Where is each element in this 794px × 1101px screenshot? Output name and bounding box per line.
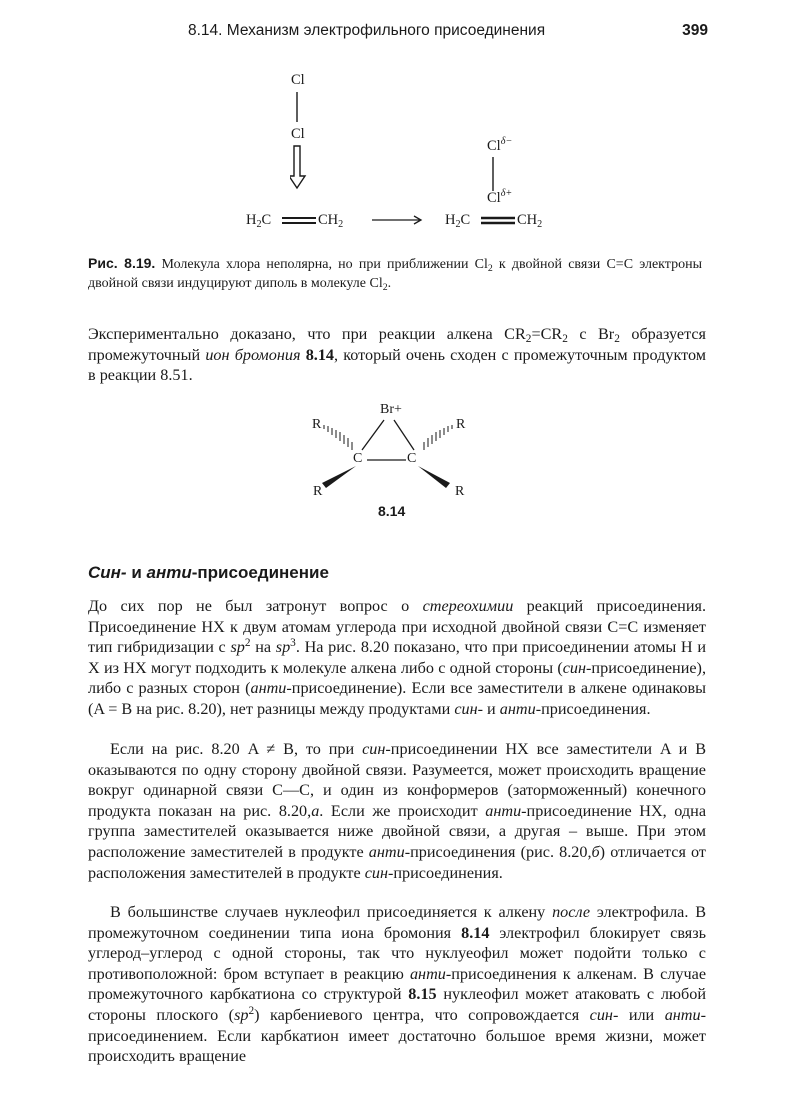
carbon-left: C	[353, 451, 363, 466]
text: . Если же происходит	[319, 801, 486, 820]
paragraph-bromonium	[88, 324, 706, 386]
carbon-right: C	[407, 451, 417, 466]
alkene-right-ch2	[517, 212, 542, 229]
text: ) отличается от расположения заместителей в продукте	[88, 842, 706, 882]
r-group-bottom-right: R	[455, 484, 465, 499]
italic-term: sp	[234, 1005, 249, 1024]
reaction-arrow-icon	[372, 213, 424, 227]
heading-rest: -присоединение	[191, 563, 329, 582]
cl-atom-top: Cl	[291, 72, 305, 88]
italic-term: анти	[499, 699, 536, 718]
subscript: 2	[256, 219, 262, 230]
italic-term: син	[454, 699, 478, 718]
italic-term: син	[589, 1005, 613, 1024]
italic-term: анти	[409, 964, 446, 983]
paragraph-nucleophile	[88, 902, 706, 1067]
bromine-cation: Br+	[380, 402, 402, 417]
text: -присоединение HX, одна группа заместителей оказывается ниже двойной связи, а другая – выше. При этом расположение заместителей в продукте	[88, 801, 707, 861]
cl-symbol: Cl	[487, 190, 501, 206]
ch-group: CH	[318, 212, 339, 228]
cl-atom-bottom: Cl	[291, 126, 305, 142]
italic-term: анти	[368, 842, 405, 861]
double-bond-left	[282, 214, 318, 228]
ch-group: CH	[517, 212, 538, 228]
r-group-bottom-left: R	[313, 484, 323, 499]
italic-term: син	[364, 863, 388, 882]
text: -присоединение). Если все заместители в алкене одинаковы (A = B на рис. 8.20), нет разницы между продуктами	[88, 679, 706, 718]
text: реакций присоединения. Присоединение HX к двум атомам углерода при исходной двойной связи C=C изменяет тип гибридизации с	[88, 597, 706, 657]
subscript: 2	[382, 282, 388, 293]
text: - или	[612, 1005, 665, 1024]
section-heading	[88, 563, 329, 583]
figure-caption	[88, 254, 702, 293]
compound-label: 8.14	[378, 503, 406, 519]
running-header	[188, 22, 708, 44]
text: До сих пор не был затронут вопрос о	[88, 597, 423, 615]
h-atom: H	[445, 212, 456, 228]
italic-term: стереохимии	[422, 597, 514, 615]
c-atom: C	[460, 212, 471, 228]
alkene-left-ch2	[318, 212, 343, 229]
heading-syn: Син-	[88, 563, 127, 582]
section-title: 8.14. Механизм электрофильного присоединения	[188, 22, 546, 39]
text: -присоединение), либо с разных сторон (	[88, 658, 706, 698]
text: -присоединения (рис. 8.20,	[404, 842, 592, 861]
subscript: 2	[537, 219, 543, 230]
bromonium-bonds	[300, 400, 480, 500]
caption-label: Рис. 8.19.	[88, 255, 156, 271]
text: нуклеофил может атаковать с любой стороны плоского (	[88, 985, 706, 1024]
italic-term: анти	[250, 679, 287, 698]
r-group-top-left: R	[312, 417, 322, 432]
text: ) карбениевого центра, что сопровождается	[254, 1005, 590, 1024]
compound-ref: 8.14	[461, 923, 490, 942]
page-number: 399	[682, 22, 708, 39]
h-atom: H	[246, 212, 257, 228]
text: электрофила. В промежуточном соединении типа иона бромония	[88, 903, 706, 942]
text: Если на рис. 8.20 A ≠ B, то при	[110, 740, 363, 758]
compound-ref: 8.14	[305, 345, 335, 364]
alkene-left	[246, 212, 271, 229]
cl-atom-delta-minus	[487, 138, 512, 155]
text: электрофил блокирует связь углерод–углерод с одной стороны, так что нуклуеофил может подойти только с противоположной: бром вступает в реакцию	[88, 923, 706, 983]
italic-term: син	[562, 658, 587, 677]
caption-text: к двойной связи C=C электроны двойной связи индуцируют диполь в молекуле Cl	[88, 257, 702, 291]
partial-charge: δ+	[500, 188, 513, 199]
c-atom: C	[261, 212, 272, 228]
paragraph-syn-addition	[88, 739, 706, 883]
italic-term: после	[552, 903, 591, 921]
text: . На рис. 8.20 показано, что при присоединении атомы H и X из HX могут подходить к молекуле алкена либо с одной стороны (	[88, 638, 706, 677]
term-bromonium-ion: ион бромония	[205, 345, 301, 364]
text: -присоединения к алкенам. В случае промежуточного карбкатиона со структурой	[88, 964, 707, 1004]
italic-term: анти	[664, 1005, 701, 1024]
text: В большинстве случаев нуклеофил присоединяется к алкену	[110, 903, 553, 921]
text: с Br	[567, 325, 615, 343]
caption-text: Молекула хлора неполярна, но при приближении Cl	[155, 257, 488, 272]
text: -присоединении HX все заместители A и B оказываются по одну сторону двойной связи. Разумеется, может происходить вращение вокруг одинарной связи C—C, и один из конформеров (заторможенный) конечного продукта показан на рис. 8.20,	[88, 740, 706, 820]
cl-cl-bond-polar	[488, 155, 498, 195]
double-bond-right	[481, 214, 517, 228]
heading-and: и	[126, 563, 147, 582]
compound-ref: 8.15	[408, 985, 437, 1004]
italic-term: син	[362, 740, 386, 758]
partial-charge: δ−	[500, 136, 513, 147]
text: -присоединения.	[388, 863, 503, 882]
heading-anti: анти	[146, 563, 192, 582]
text: , который очень сходен с промежуточным продуктом в реакции 8.51.	[88, 345, 706, 385]
subscript: 2	[338, 219, 344, 230]
text: на	[250, 638, 276, 657]
cl-symbol: Cl	[487, 138, 501, 154]
subscript: 2	[525, 333, 532, 345]
r-group-top-right: R	[456, 417, 466, 432]
cl-atom-delta-plus	[487, 190, 512, 207]
subscript: 2	[562, 333, 568, 345]
italic-term: б	[591, 842, 600, 861]
subscript: 2	[614, 333, 620, 345]
italic-term: sp	[275, 638, 291, 657]
alkene-right	[445, 212, 470, 229]
subscript: 2	[455, 219, 461, 230]
superscript: 3	[290, 637, 296, 650]
text: образуется промежуточный	[88, 325, 706, 364]
paragraph-stereochemistry	[88, 596, 706, 720]
superscript: 2	[244, 637, 251, 650]
italic-term: а	[311, 801, 320, 820]
superscript: 2	[248, 1004, 255, 1017]
text: -присоединения.	[535, 699, 651, 718]
text: -присоединением. Если карбкатион имеет достаточно большое время жизни, может происходить вращение	[88, 1005, 706, 1066]
text: =CR	[531, 325, 563, 343]
italic-term: анти	[485, 801, 522, 820]
italic-term: sp	[230, 638, 245, 657]
text: - и	[477, 699, 500, 718]
subscript: 2	[487, 263, 493, 274]
caption-text: .	[387, 276, 392, 291]
text: Экспериментально доказано, что при реакции алкена CR	[88, 325, 526, 343]
